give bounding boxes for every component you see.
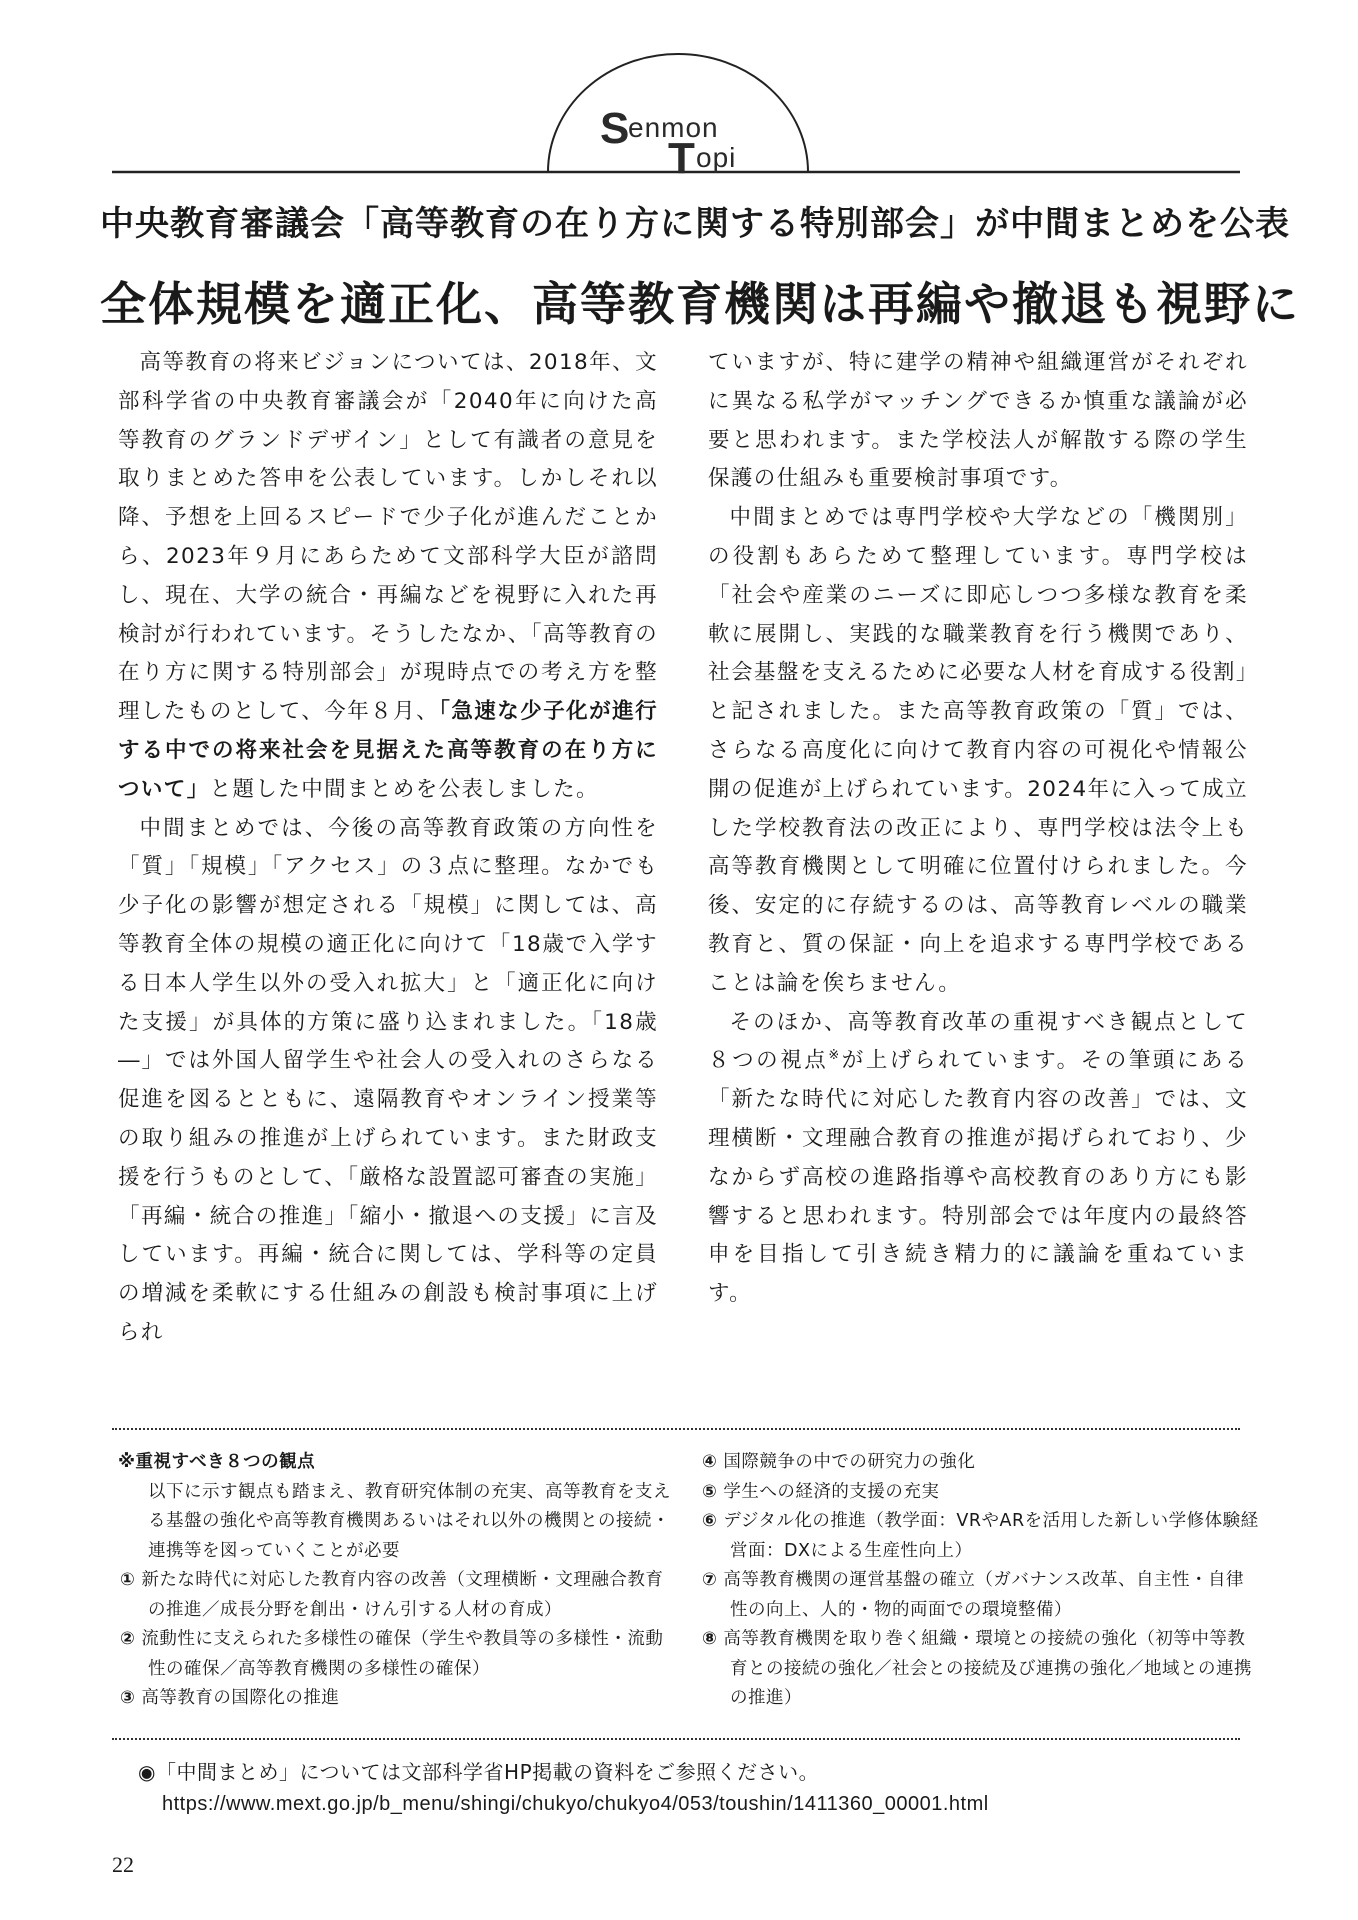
notes-item-7: ⑦ 高等教育機関の運営基盤の確立（ガバナンス改革、自主性・自律性の向上、人的・物的両面での環境整備） [702, 1570, 1245, 1620]
notes-item-5: ⑤ 学生への経済的支援の充実 [702, 1481, 940, 1502]
notes-item-6: ⑥ デジタル化の推進（教学面：VRやARを活用した新しい学修体験経営面：DXによる生産性向上） [702, 1511, 1259, 1561]
article-title: 全体規模を適正化、高等教育機関は再編や撤退も視野に [100, 277, 1300, 331]
notes-item-3: ③ 高等教育の国際化の推進 [120, 1688, 340, 1708]
notes-item-4: ④ 国際競争の中での研究力の強化 [702, 1452, 976, 1472]
notes-item-8: ⑧ 高等教育機関を取り巻く組織・環境との接続の強化（初等中等教育との接続の強化／社会との接続及び連携の強化／地域との連携の推進） [702, 1629, 1252, 1708]
reference-url: https://www.mext.go.jp/b_menu/shingi/chukyo/chukyo4/053/toushin/1411360_00001.html [162, 1793, 989, 1815]
paragraph-1 [118, 344, 658, 810]
paragraph-4-text-a: そのほか、高等教育改革の重視すべき観点として８つの視点 [708, 1009, 1248, 1074]
notes-intro: 以下に示す観点も踏まえ、教育研究体制の充実、高等教育を支える基盤の強化や高等教育機関あるいはそれ以外の機関との接続・連携等を図っていくことが必要 [148, 1481, 672, 1561]
reference-text: ◉「中間まとめ」については文部科学省HP掲載の資料をご参照ください。 [138, 1760, 820, 1784]
left-column [118, 344, 658, 1353]
logo-word-enmon: enmon [628, 112, 719, 143]
paragraph-1-text-b: と題した中間まとめを公表しました。 [209, 776, 599, 802]
notes-right [700, 1448, 1260, 1714]
logo-word-opi: opi [696, 142, 737, 173]
paragraph-3: 中間まとめでは専門学校や大学などの「機関別」の役割もあらためて整理しています。専門学校は「社会や産業のニーズに即応しつつ多様な教育を柔軟に展開し、実践的な職業教育を行う機関であり、社会基盤を支えるために必要な人材を育成する役割」と記されました。また高等教育政策の「質」では、さらなる高度化に向けて教育内容の可視化や情報公開の促進が上げられています。2024年に入って成立した学校教育法の改正により、専門学校は法令上も高等教育機関として明確に位置付けられました。今後、安定的に存続するのは、高等教育レベルの職業教育と、質の保証・向上を追求する専門学校であることは論を俟ちません。 [708, 505, 1248, 996]
notes-heading: ※重視すべき８つの観点 [118, 1452, 316, 1472]
paragraph-2-continued: ていますが、特に建学の精神や組織運営がそれぞれに異なる私学がマッチングできるか慎重な議論が必要と思われます。また学校法人が解散する際の学生保護の仕組みも重要検討事項です。 [708, 350, 1248, 492]
paragraph-4-text-b: が上げられています。その筆頭にある「新たな時代に対応した教育内容の改善」では、文理横断・文理融合教育の推進が掲げられており、少なからず高校の進路指導や高校教育のあり方にも影響すると思われます。特別部会では年度内の最終答申を目指して引き続き精力的に議論を重ねています。 [708, 1048, 1248, 1307]
logo-letter-t: T [668, 134, 695, 183]
article-subtitle: 中央教育審議会「高等教育の在り方に関する特別部会」が中間まとめを公表 [100, 204, 1290, 244]
reference-note [138, 1756, 989, 1820]
footnote-mark: ※ [828, 1048, 842, 1064]
senmon-topi-logo [0, 0, 1358, 183]
divider-top [112, 1428, 1240, 1430]
notes-left [118, 1448, 678, 1714]
notes-item-1: ① 新たな時代に対応した教育内容の改善（文理横断・文理融合教育の推進／成長分野を創出・けん引する人材の育成） [120, 1570, 664, 1620]
paragraph-1-text-a: 高等教育の将来ビジョンについては、2018年、文部科学省の中央教育審議会が「2040年に向けた高等教育のグランドデザイン」として有識者の意見を取りまとめた答申を公表しています。しかしそれ以降、予想を上回るスピードで少子化が進んだことから、2023年９月にあらためて文部科学大臣が諮問し、現在、大学の統合・再編などを視野に入れた再検討が行われています。そうしたなか、「高等教育の在り方に関する特別部会」が現時点での考え方を整理したものとして、今年８月、 [118, 350, 658, 725]
page-number: 22 [112, 1852, 134, 1877]
paragraph-2: 中間まとめでは、今後の高等教育政策の方向性を「質」「規模」「アクセス」の３点に整理。なかでも少子化の影響が想定される「規模」に関しては、高等教育全体の規模の適正化に向けて「18歳で入学する日本人学生以外の受入れ拡大」と「適正化に向けた支援」が具体的方策に盛り込まれました。「18歳―」では外国人留学生や社会人の受入れのさらなる促進を図るとともに、遠隔教育やオンライン授業等の取り組みの推進が上げられています。また財政支援を行うものとして、「厳格な設置認可審査の実施」「再編・統合の推進」「縮小・撤退への支援」に言及しています。再編・統合に関しては、学科等の定員の増減を柔軟にする仕組みの創設も検討事項に上げられ [118, 815, 658, 1345]
divider-bottom [112, 1738, 1240, 1740]
paragraph-1-bold-title: 「急速な少子化が進行する中での将来社会を見据えた高等教育の在り方について」 [118, 699, 658, 802]
notes-item-2: ② 流動性に支えられた多様性の確保（学生や教員等の多様性・流動性の確保／高等教育機関の多様性の確保） [120, 1629, 664, 1679]
logo-letter-s: S [600, 104, 630, 153]
paragraph-4 [708, 1004, 1248, 1314]
right-column [708, 344, 1248, 1314]
